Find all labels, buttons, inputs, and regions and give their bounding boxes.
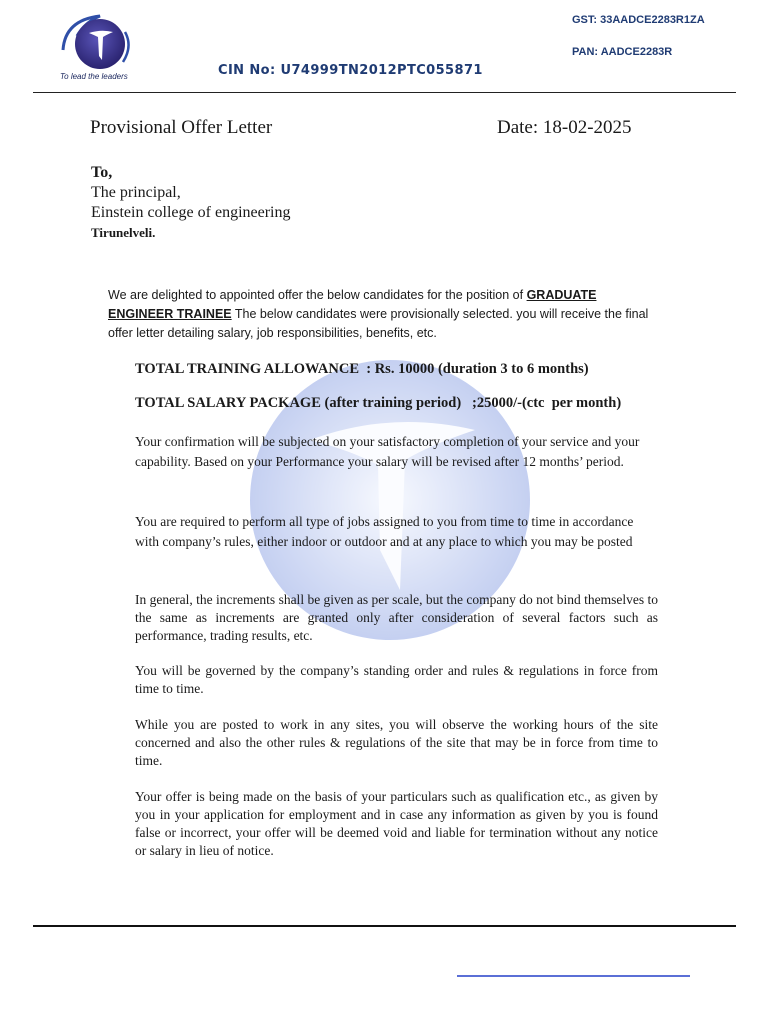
paragraph-job-duties: You are required to perform all type of jobs assigned to you from time to time in accordance with company’s rules, either indoor or outdoor and at any place to which you may be posted (135, 514, 634, 549)
intro-text-end: The below candidates were provisionally selected. you will receive the final offer letter detailing salary, job responsibilities, benefits, etc. (108, 307, 649, 340)
paragraph-confirmation: Your confirmation will be subjected on your satisfactory completion of your service and your capability. Based on your Performance your salary will be revised after 12 months’ period. (135, 434, 640, 469)
paragraph-standing-order: You will be governed by the company’s standing order and rules & regulations in force from time to time. (135, 663, 658, 696)
header-divider (33, 92, 736, 93)
company-tagline: To lead the leaders (60, 72, 128, 81)
to-label: To, (91, 164, 113, 181)
training-allowance-line: TOTAL TRAINING ALLOWANCE : Rs. 10000 (duration 3 to 6 months) (135, 361, 589, 377)
intro-paragraph (108, 286, 658, 343)
recipient-line-3: Tirunelveli. (91, 225, 156, 240)
cin-number: CIN No: U74999TN2012PTC055871 (218, 63, 483, 78)
recipient-line-2: Einstein college of engineering (91, 204, 291, 221)
footer-divider (33, 925, 736, 927)
paragraph-increments: In general, the increments shall be given as per scale, but the company do not bind themselves to the same as increments are granted only after consideration of several factors such as performance, trading results, etc. (135, 592, 658, 643)
recipient-block (91, 163, 290, 243)
paragraph-site-rules: While you are posted to work in any sites, you will observe the working hours of the site concerned and also the other rules & regulations of the site that may be in force from time to time. (135, 717, 658, 768)
letter-title: Provisional Offer Letter (90, 117, 273, 138)
letter-date: Date: 18-02-2025 (497, 117, 632, 138)
gst-number: GST: 33AADCE2283R1ZA (572, 14, 705, 26)
pan-number: PAN: AADCE2283R (572, 46, 673, 58)
salary-package-line: TOTAL SALARY PACKAGE (after training period) ;25000/-(ctc per month) (135, 395, 622, 411)
recipient-line-1: The principal, (91, 184, 181, 201)
intro-text-start: We are delighted to appointed offer the below candidates for the position of (108, 288, 527, 302)
position-name: GRADUATE ENGINEER TRAINEE (108, 288, 597, 321)
footer-link-underline[interactable] (457, 975, 690, 977)
paragraph-offer-basis: Your offer is being made on the basis of your particulars such as qualification etc., as given by you in your application for employment and in case any information as given by you is found false or incorrect, your offer will be deemed void and liable for termination without any notice or salary in lieu of notice. (135, 789, 658, 858)
